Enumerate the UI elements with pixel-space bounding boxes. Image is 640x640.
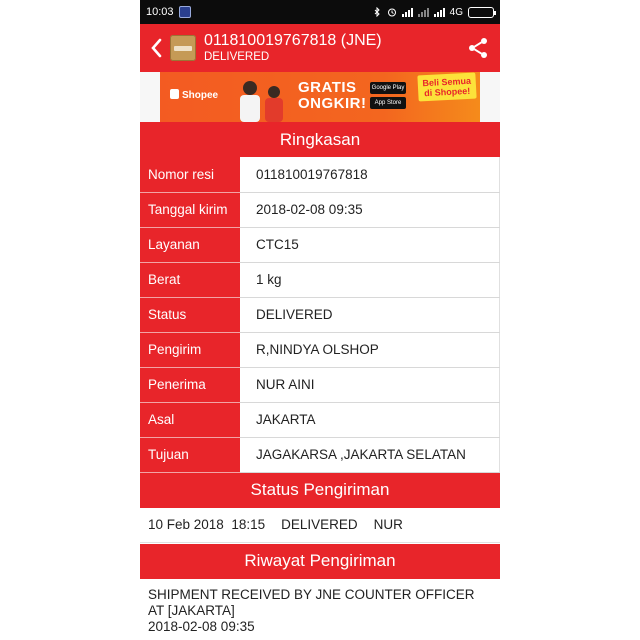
history-list [140, 579, 500, 635]
header-titles [204, 33, 466, 64]
history-entry-text: SHIPMENT RECEIVED BY JNE COUNTER OFFICER AT [JAKARTA] [148, 586, 475, 618]
summary-row [140, 297, 500, 332]
summary-value: 1 kg [240, 262, 500, 297]
network-type: 4G [449, 6, 463, 18]
summary-label: Pengirim [140, 332, 240, 367]
summary-row [140, 157, 500, 192]
summary-heading: Ringkasan [140, 122, 500, 157]
summary-table [140, 157, 500, 473]
summary-value: 2018-02-08 09:35 [240, 192, 500, 227]
back-button[interactable] [148, 33, 164, 63]
package-icon [170, 35, 196, 61]
summary-value: 011810019767818 [240, 157, 500, 192]
battery-icon [468, 7, 494, 18]
banner-tag [417, 73, 476, 102]
delivery-time: 18:15 [231, 517, 266, 532]
summary-row [140, 437, 500, 472]
banner-tag-line-1: Beli Semua [422, 75, 472, 89]
summary-row [140, 262, 500, 297]
history-heading: Riwayat Pengiriman [140, 544, 500, 579]
app-bar [140, 24, 500, 72]
summary-label: Berat [140, 262, 240, 297]
delivery-receiver: NUR [373, 517, 403, 532]
history-entry-date: 2018-02-08 09:35 [148, 618, 255, 634]
bluetooth-icon [372, 7, 382, 17]
phone-screen [140, 0, 500, 640]
summary-label: Layanan [140, 227, 240, 262]
delivery-status-heading: Status Pengiriman [140, 473, 500, 508]
summary-row [140, 367, 500, 402]
banner-headline-2: ONGKIR! [298, 95, 367, 112]
ad-banner-container [140, 72, 500, 122]
app-store-badge: App Store [370, 97, 406, 109]
summary-row [140, 227, 500, 262]
alarm-icon [387, 7, 397, 17]
status-bar [140, 0, 500, 24]
summary-value: DELIVERED [240, 297, 500, 332]
summary-value: CTC15 [240, 227, 500, 262]
signal-icon-3 [434, 7, 445, 17]
summary-label: Status [140, 297, 240, 332]
tracking-status-subtitle: DELIVERED [204, 51, 270, 64]
banner-headline [298, 80, 367, 112]
notification-icon [179, 6, 191, 18]
summary-label: Penerima [140, 367, 240, 402]
google-play-badge: Google Play [370, 82, 406, 94]
store-badges [370, 82, 406, 112]
summary-label: Tujuan [140, 437, 240, 472]
share-icon[interactable] [466, 36, 490, 60]
delivery-datetime [148, 517, 265, 532]
summary-label: Tanggal kirim [140, 192, 240, 227]
shopee-logo: Shopee [170, 89, 218, 101]
summary-row [140, 192, 500, 227]
summary-row [140, 402, 500, 437]
summary-label: Nomor resi [140, 157, 240, 192]
summary-label: Asal [140, 402, 240, 437]
status-time: 10:03 [146, 6, 174, 18]
delivery-status-row [140, 508, 500, 543]
summary-value: JAKARTA [240, 402, 500, 437]
delivery-status-value: DELIVERED [281, 517, 358, 532]
signal-icon-1 [402, 7, 413, 17]
delivery-date: 10 Feb 2018 [148, 517, 224, 532]
summary-value: JAGAKARSA ,JAKARTA SELATAN [240, 437, 500, 472]
signal-icon-2 [418, 7, 429, 17]
banner-tag-line-2: di Shopee! [424, 85, 471, 99]
summary-row [140, 332, 500, 367]
banner-figures-image [232, 76, 292, 122]
banner-headline-1: GRATIS [298, 79, 357, 96]
chevron-left-icon [149, 37, 163, 59]
tracking-title: 011810019767818 (JNE) [204, 31, 382, 49]
summary-value: R,NINDYA OLSHOP [240, 332, 500, 367]
history-entry [148, 587, 492, 635]
ad-banner[interactable] [160, 72, 480, 122]
summary-value: NUR AINI [240, 367, 500, 402]
